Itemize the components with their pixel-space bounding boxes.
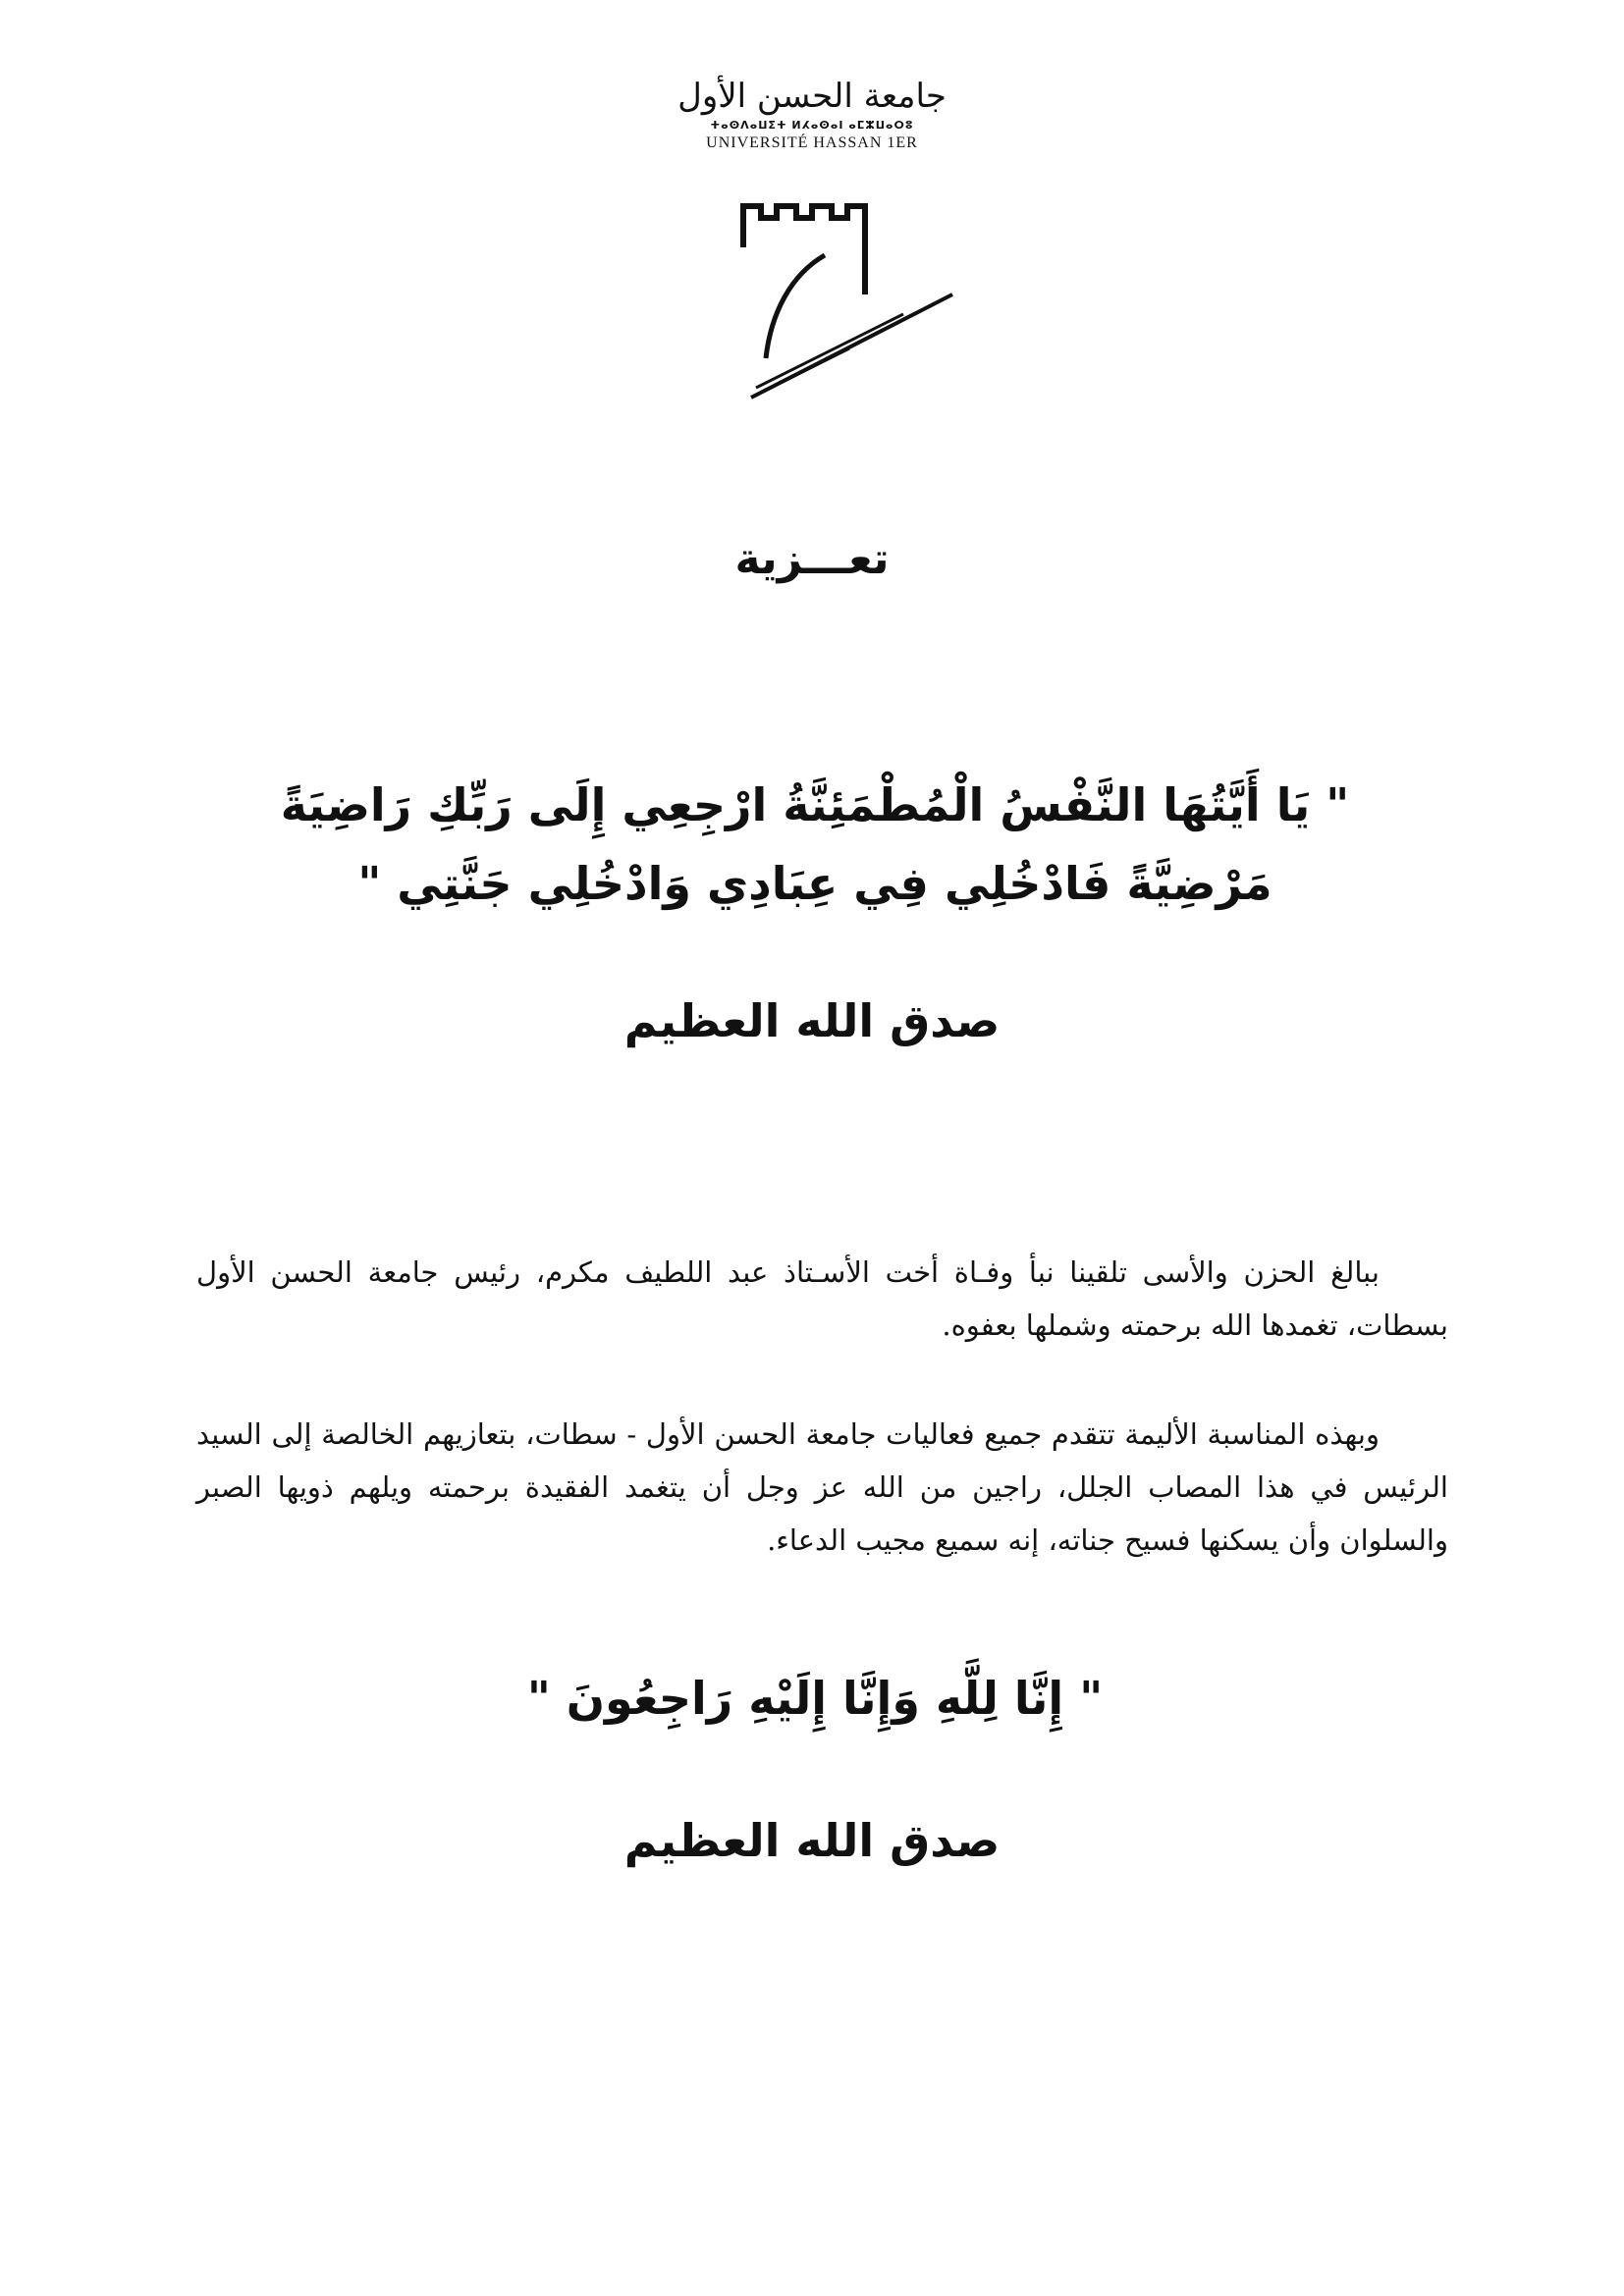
page-title: تعـــزية	[734, 534, 890, 584]
sadaq-allah-closing-2: صدق الله العظيم	[623, 1814, 1001, 1867]
logo-french-name: UNIVERSITÉ HASSAN 1ER	[706, 134, 918, 151]
logo-arabic-name: جامعة الحسن الأول	[677, 77, 947, 116]
sadaq-allah-closing-1: صدق الله العظيم	[623, 994, 1001, 1047]
condolence-paragraph-1: ببالغ الحزن والأسى تلقينا نبأ وفـاة أخت الأسـتاذ عبد اللطيف مكرم، رئيس جامعة الحسن الأول بسطات، تغمدها الله برحمته وشملها بعفوه.	[196, 1255, 1448, 1342]
logo-amazigh-name: ⵜⴰⵙⴷⴰⵡⵉⵜ ⵍⵃⴰⵙⴰⵏ ⴰⵎⵣⵡⴰⵔⵓ	[710, 119, 914, 132]
quran-verse-opening: " يَا أَيَّتُهَا النَّفْسُ الْمُطْمَئِنَّةُ ارْجِعِي إِلَى رَبِّكِ رَاضِيَةً مَرْضِيَّةً فَادْخُلِي فِي عِبَادِي وَادْخُلِي جَنَّتِي "	[280, 778, 1350, 910]
university-logo-text	[616, 77, 1008, 153]
condolence-paragraph-2: وبهذه المناسبة الأليمة تتقدم جميع فعاليات جامعة الحسن الأول - سطات، بتعازيهم الخالصة إلى السيد الرئيس في هذا المصاب الجلل، راجين من الله عز وجل أن يتغمد الفقيدة برحمته ويلهم ذويها الصبر والسلوان وأن يسكنها فسيح جناته، إنه سميع مجيب الدعاء.	[196, 1417, 1448, 1557]
university-tower-logo-icon	[731, 187, 967, 402]
quran-verse-inna-lillah: " إِنَّا لِلَّهِ وَإِنَّا إِلَيْهِ رَاجِعُونَ "	[526, 1672, 1104, 1725]
